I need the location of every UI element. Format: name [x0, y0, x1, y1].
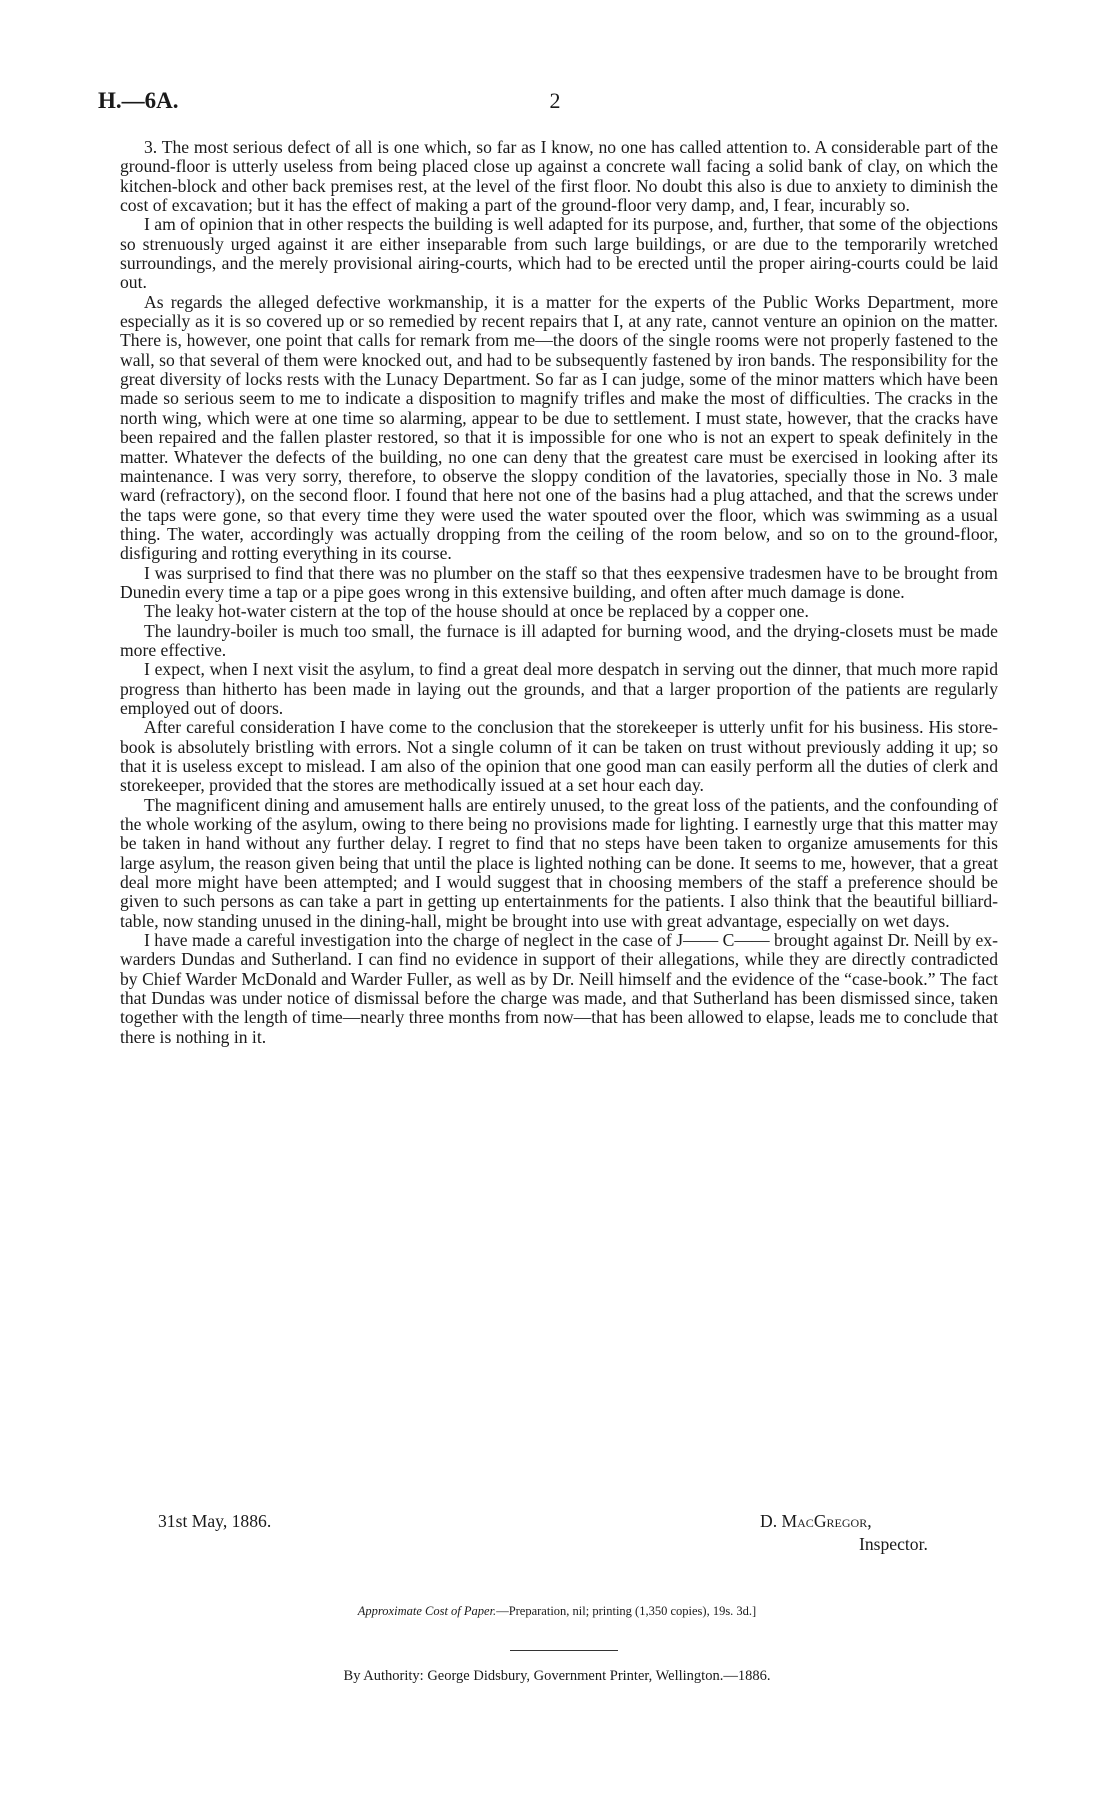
signature: D. MacGregor, — [760, 1511, 872, 1531]
cost-note — [0, 1604, 1114, 1619]
paragraph-next-visit: I expect, when I next visit the asylum, to find a great deal more despatch in serving out the dinner, that much more rapid progress than hitherto has been made in laying out the grounds, and that a larger proportion of the patients are regularly employed out of doors. — [120, 659, 998, 718]
divider-rule — [510, 1650, 618, 1651]
document-reference: H.—6A. — [98, 88, 179, 113]
printer-authority: By Authority: George Didsbury, Government Printer, Wellington.—1886. — [343, 1668, 771, 1684]
paragraph-ground-floor-defect: 3. The most serious defect of all is one which, so far as I know, no one has called attention to. A considerable part of the ground-floor is utterly useless from being placed close up against a concrete wall facing a solid bank of clay, on which the kitchen-block and other back premises rest, at the level of the first floor. No doubt this also is due to anxiety to diminish the cost of excavation; but it has the effect of making a part of the ground-floor very damp, and, I fear, incurably so. — [120, 137, 998, 216]
report-body — [120, 138, 998, 1047]
paragraph-building-adapted: I am of opinion that in other respects the building is well adapted for its purpose, and, further, that some of the objections so strenuously urged against it are either inseparable from such large buildings, or are due to the temporarily wretched surroundings, and the merely provisional airing-courts, which had to be erected until the proper airing-courts could be laid out. — [120, 214, 998, 293]
signatory-title: Inspector. — [859, 1534, 928, 1554]
paragraph-laundry: The laundry-boiler is much too small, the furnace is ill adapted for burning wood, and the drying-closets must be made more effective. — [120, 620, 998, 660]
paragraph-cistern: The leaky hot-water cistern at the top of the house should at once be replaced by a copper one. — [144, 601, 809, 622]
cost-label: Approximate Cost of Paper. — [357, 1604, 497, 1618]
paragraph-workmanship: As regards the alleged defective workmanship, it is a matter for the experts of the Public Works Department, more especially as it is so covered up or so remedied by recent repairs that I, at any rate, cannot venture an opinion on the matter. There is, however, one point that calls for remark from me—the doors of the single rooms were not properly fastened to the wall, so that several of them were knocked out, and had to be subsequently fastened by iron bands. The responsibility for the great diversity of locks rests with the Lunacy Department. So far as I can judge, some of the minor matters which have been made so serious seem to me to indicate a disposition to magnify trifles and make the most of difficulties. The cracks in the north wing, which were at one time so alarming, appear to be due to settlement. I must state, however, that the cracks have been repaired and the fallen plaster restored, so that it is impossible for one who is not an expert to speak definitely in the matter. Whatever the defects of the building, no one can deny that the greatest care must be exercised in looking after its maintenance. I was very sorry, therefore, to observe the sloppy condition of the lavatories, specially those in No. 3 male ward (refractory), on the second floor. I found that here not one of the basins had a plug attached, and that the screws under the taps were gone, so that every time they were used the water spouted over the floor, which was swimming as a usual thing. The water, accordingly was actually dropping from the ceiling of the room below, and so on to the ground-floor, disfiguring and rotting everything in its course. — [120, 291, 998, 564]
paragraph-dining-halls: The magnificent dining and amusement halls are entirely unused, to the great loss of the patients, and the confounding of the whole working of the asylum, owing to there being no provisions made for lighting. I earnestly urge that this matter may be taken in hand without any further delay. I regret to find that no steps have been taken to organize amusements for this large asylum, the reason given being that until the place is lighted nothing can be done. It seems to me, however, that a great deal more might have been attempted; and I would suggest that in choosing members of the staff a preference should be given to such persons as can take a part in getting up entertainments for the patients. I also think that the beautiful billiard-table, now standing unused in the dining-hall, might be brought into use with great advantage, especially on wet days. — [120, 794, 998, 931]
paragraph-storekeeper: After careful consideration I have come to the conclusion that the storekeeper is utterly unfit for his business. His store-book is absolutely bristling with errors. Not a single column of it can be taken on trust without previously adding it up; so that it is useless except to mislead. I am also of the opinion that one good man can easily perform all the duties of clerk and storekeeper, provided that the stores are methodically issued at a set hour each day. — [120, 717, 998, 796]
paragraph-neglect-charge: I have made a careful investigation into the charge of neglect in the case of J—— C—— brought against Dr. Neill by ex-warders Dundas and Sutherland. I can find no evidence in support of their allegations, while they are directly contradicted by Chief Warder McDonald and Warder Fuller, as well as by Dr. Neill himself and the evidence of the “case-book.” The fact that Dundas was under notice of dismissal before the charge was made, and that Sutherland has been dismissed since, taken together with the length of time—nearly three months from now—that has been allowed to elapse, leads me to conclude that there is nothing in it. — [120, 930, 998, 1047]
cost-text: —Preparation, nil; printing (1,350 copies), 19s. 3d.] — [496, 1604, 757, 1618]
paragraph-plumber: I was surprised to find that there was no plumber on the staff so that thes eexpensive tradesmen have to be brought from Dunedin every time a tap or a pipe goes wrong in this extensive building, and often after much damage is done. — [120, 562, 998, 602]
page-number: 2 — [549, 88, 561, 113]
report-date: 31st May, 1886. — [158, 1511, 272, 1531]
